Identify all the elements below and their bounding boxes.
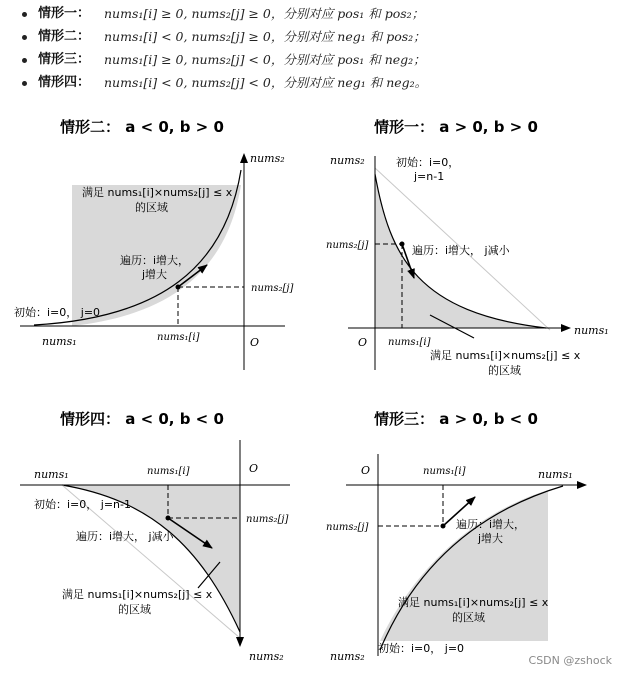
origin-label: O (361, 464, 371, 477)
traverse-label-2: j增大 (478, 532, 504, 545)
yj-label: nums₂[j] (326, 522, 369, 533)
case-label: 情形四： (38, 75, 91, 90)
traverse-label: 遍历：i增大， j减小 (76, 530, 174, 543)
traverse-label: 遍历：i增大， (120, 254, 190, 267)
traverse-label: 遍历：i增大， (456, 518, 526, 531)
figure-case3 (318, 400, 626, 668)
figure-case1 (318, 108, 626, 380)
case-condition: nums₁[i] < 0, nums₂[j] < 0，分别对应 neg₁ 和 neg₂。 (104, 75, 428, 90)
region-label-2: 的区域 (135, 201, 168, 214)
figure-case4 (0, 400, 310, 668)
figure-case2 (0, 108, 310, 380)
xi-label: nums₁[i] (157, 332, 200, 343)
y-axis-label: nums₂ (330, 154, 365, 167)
init-label: 初始：i=0， (396, 156, 460, 169)
region-label: 满足 nums₁[i]×nums₂[j] ≤ x (398, 596, 549, 609)
watermark: CSDN @zshock (528, 654, 612, 667)
figure-title: 情形二： a < 0, b > 0 (60, 118, 224, 136)
bullet-icon (22, 12, 27, 17)
region-label-2: 的区域 (488, 364, 521, 377)
init-label: 初始：i=0， j=0 (378, 642, 465, 655)
case-condition: nums₁[i] < 0, nums₂[j] ≥ 0，分别对应 neg₁ 和 pos₂； (104, 29, 426, 44)
init-label: 初始：i=0， j=n-1 (34, 498, 131, 511)
region-label: 满足 nums₁[i]×nums₂[j] ≤ x (82, 186, 233, 199)
y-axis-label: nums₂ (249, 650, 284, 663)
figure-title: 情形一： a > 0, b > 0 (374, 118, 538, 136)
traverse-label: 遍历：i增大， j减小 (412, 244, 510, 257)
case-label: 情形一： (38, 6, 91, 21)
x-axis-label: nums₁ (42, 335, 77, 348)
region-label: 满足 nums₁[i]×nums₂[j] ≤ x (430, 349, 581, 362)
case-condition: nums₁[i] ≥ 0, nums₂[j] ≥ 0，分别对应 pos₁ 和 pos₂； (104, 6, 425, 21)
bullet-icon (22, 58, 27, 63)
case-label: 情形二： (38, 29, 91, 44)
yj-label: nums₂[j] (326, 240, 369, 251)
init-label: 初始：i=0， j=0 (14, 306, 101, 319)
x-axis-label: nums₁ (538, 468, 573, 481)
origin-label: O (249, 462, 259, 475)
case-label: 情形三： (38, 52, 91, 67)
init-label-2: j=n-1 (414, 170, 445, 183)
origin-label: O (250, 336, 260, 349)
xi-label: nums₁[i] (388, 337, 431, 348)
x-axis-label: nums₁ (574, 324, 609, 337)
figure-title: 情形三： a > 0, b < 0 (374, 410, 538, 428)
yj-label: nums₂[j] (251, 283, 294, 294)
y-axis-label: nums₂ (250, 152, 285, 165)
xi-label: nums₁[i] (423, 466, 466, 477)
bullet-icon (22, 35, 27, 40)
x-axis-label: nums₁ (34, 468, 69, 481)
xi-label: nums₁[i] (147, 466, 190, 477)
traverse-label-2: j增大 (142, 268, 168, 281)
figure-title: 情形四： a < 0, b < 0 (60, 410, 224, 428)
origin-label: O (358, 336, 368, 349)
region-label: 满足 nums₁[i]×nums₂[j] ≤ x (62, 588, 213, 601)
case-condition: nums₁[i] ≥ 0, nums₂[j] < 0，分别对应 pos₁ 和 neg₂； (104, 52, 426, 67)
region-label-2: 的区域 (118, 603, 151, 616)
yj-label: nums₂[j] (246, 514, 289, 525)
y-axis-label: nums₂ (330, 650, 365, 663)
region-label-2: 的区域 (452, 611, 485, 624)
bullet-icon (22, 81, 27, 86)
